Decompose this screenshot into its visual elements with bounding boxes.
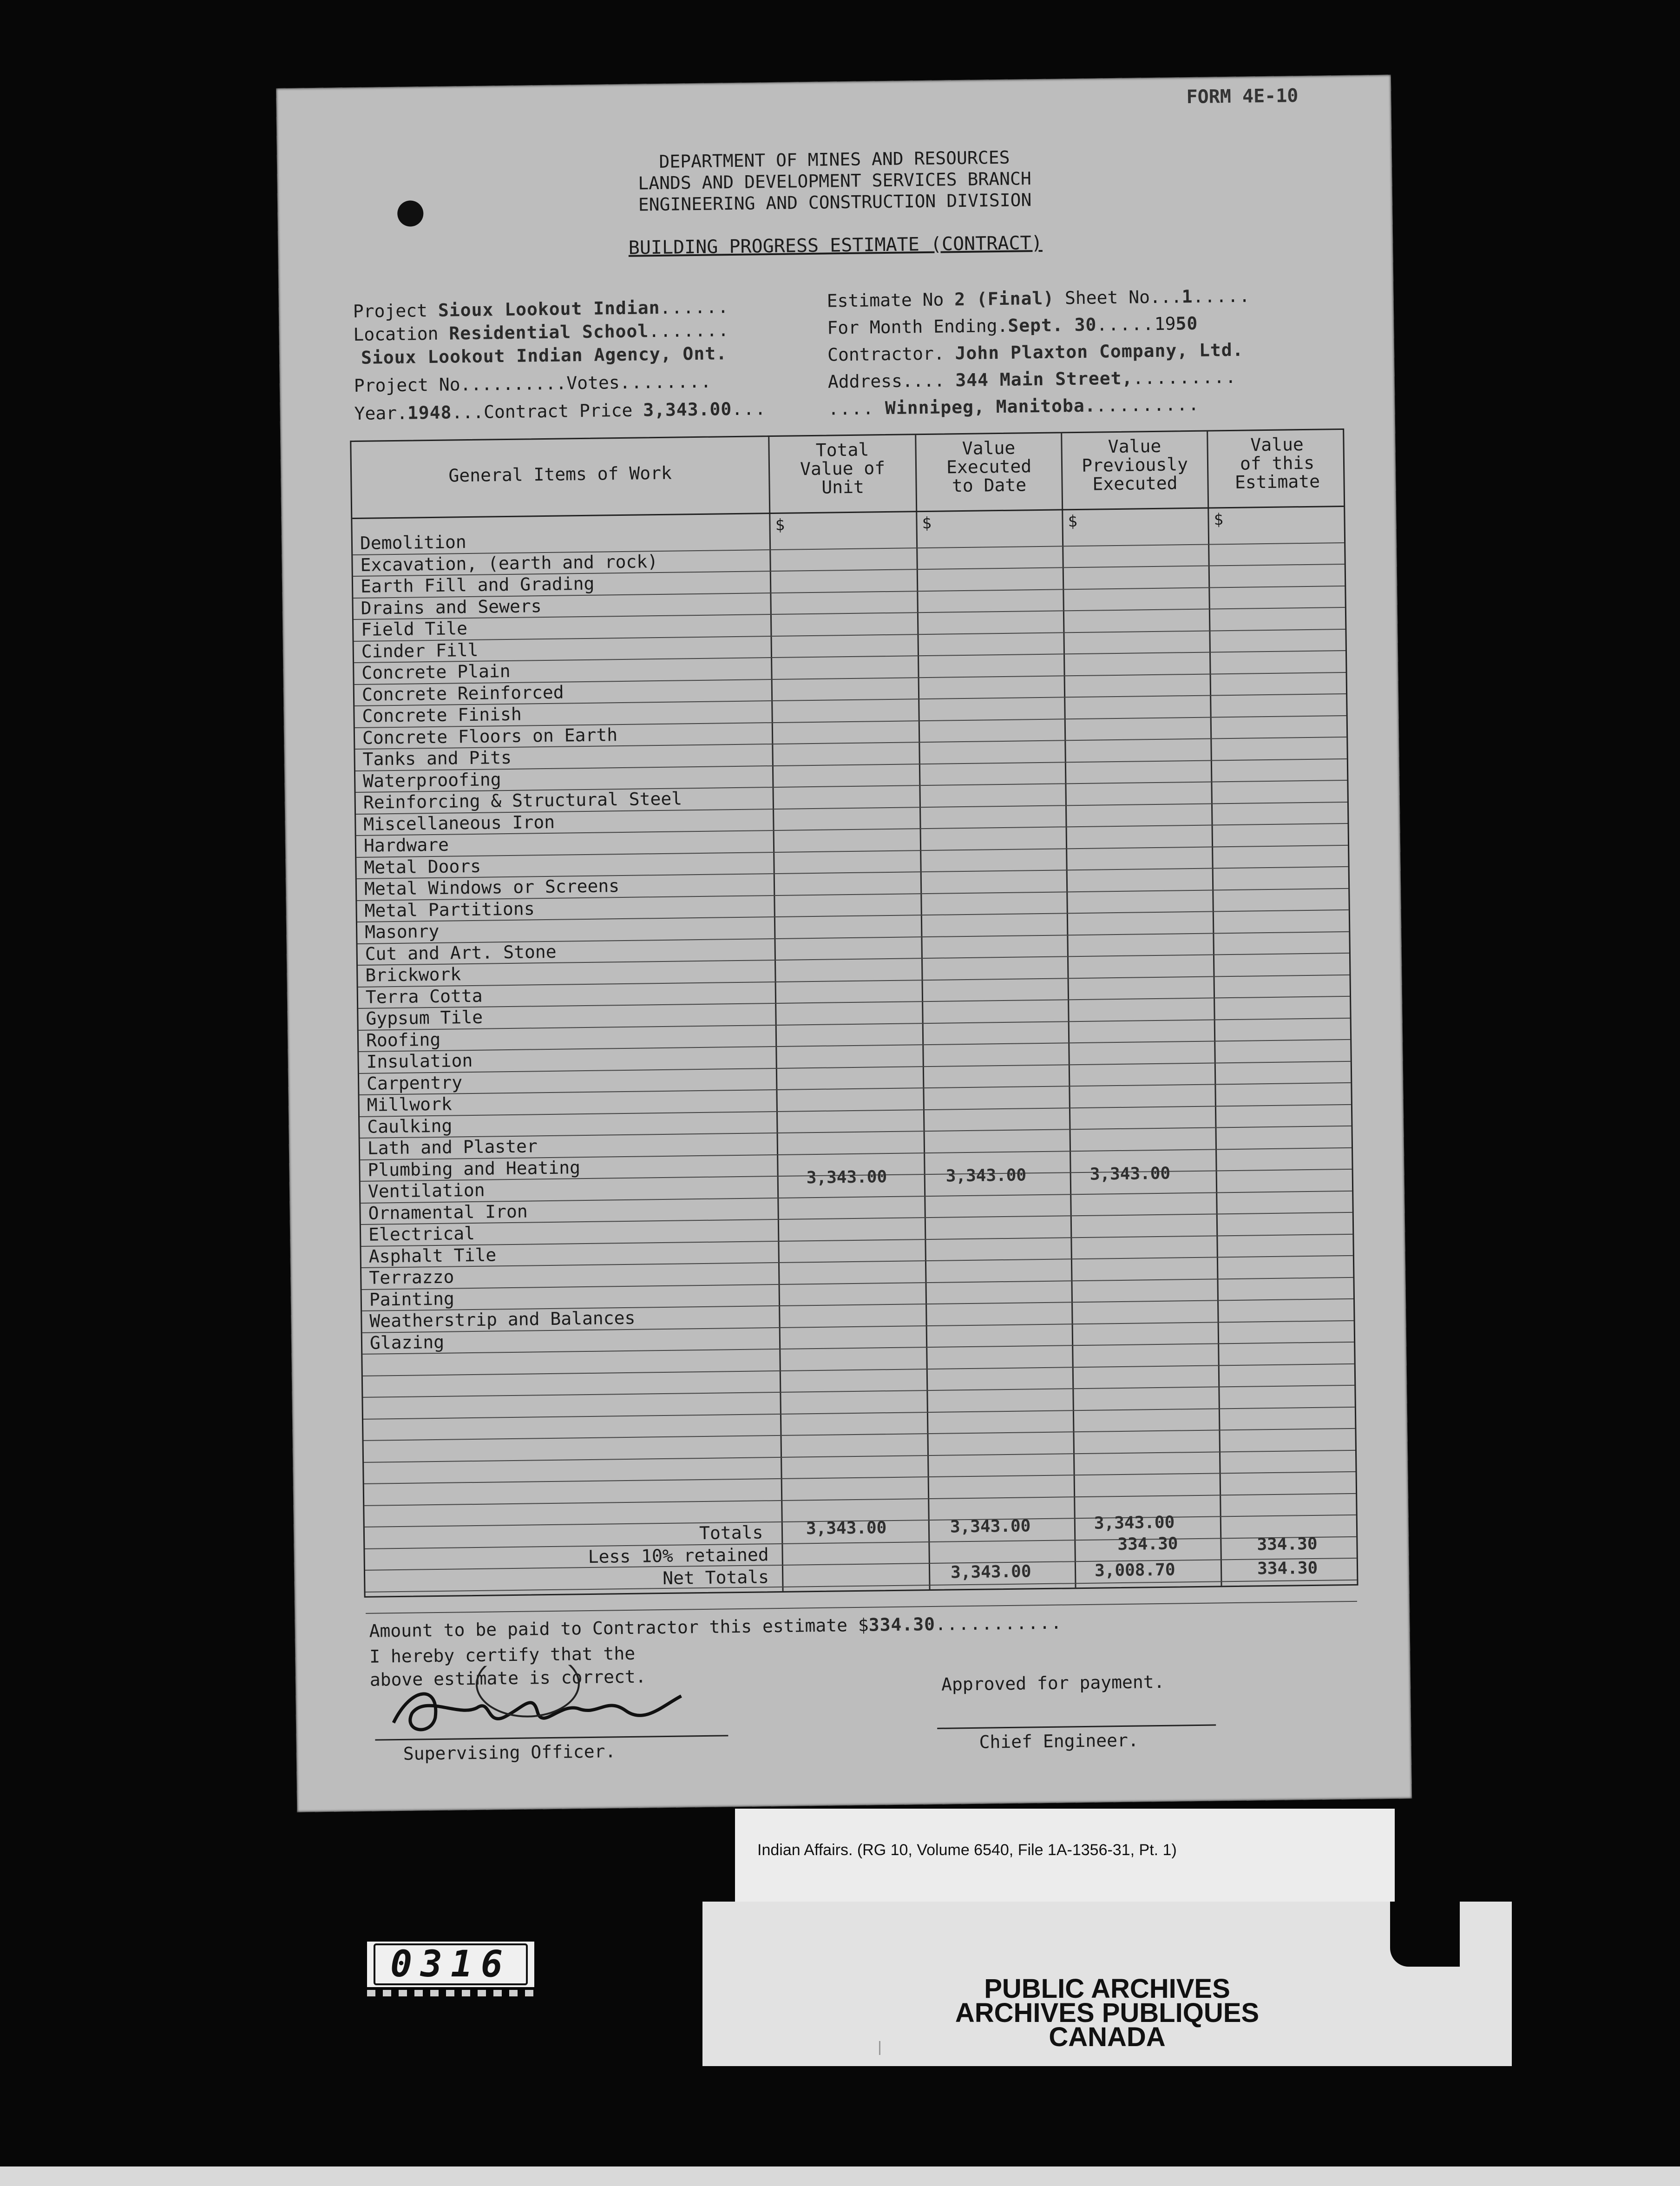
label-tick-mark: [879, 2041, 880, 2055]
total-executed-to-date: 3,343.00: [950, 1516, 1031, 1537]
retained-label: Less 10% retained: [588, 1544, 769, 1567]
totals-label: Totals: [699, 1522, 763, 1544]
currency-symbol: $: [1214, 510, 1224, 529]
work-item-label: Waterproofing: [362, 769, 501, 791]
work-item-label: Ornamental Iron: [368, 1201, 528, 1224]
row-rule: [364, 1471, 1356, 1484]
microfilm-frame-counter: [367, 1942, 534, 1987]
archive-reference-text: Indian Affairs. (RG 10, Volume 6540, File 1A-1356-31, Pt. 1): [757, 1841, 1177, 1859]
location-field-line-2: Sioux Lookout Indian Agency, Ont.: [361, 343, 728, 368]
row-rule: [362, 1277, 1353, 1290]
row-rule: [366, 1601, 1357, 1614]
plumbing-executed-value: 3,343.00: [945, 1165, 1027, 1186]
work-item-label: Millwork: [367, 1093, 453, 1115]
work-item-label: Concrete Reinforced: [361, 682, 564, 705]
year-field: Year.1948...Contract Price 3,343.00...: [354, 398, 767, 424]
chief-engineer-label: Chief Engineer.: [979, 1730, 1139, 1752]
form-title: BUILDING PROGRESS ESTIMATE (CONTRACT): [628, 232, 1043, 259]
address-field-line-2: .... Winnipeg, Manitoba..........: [828, 394, 1200, 419]
work-item-label: Hardware: [363, 834, 449, 856]
work-item-label: Concrete Floors on Earth: [362, 724, 618, 748]
retained-this-estimate: 334.30: [1257, 1534, 1318, 1554]
work-item-label: Plumbing and Heating: [368, 1157, 581, 1180]
row-rule: [364, 1450, 1355, 1463]
progress-estimate-form: [276, 75, 1412, 1812]
row-rule: [361, 1234, 1352, 1247]
row-rule: [364, 1428, 1355, 1441]
work-item-label: Metal Doors: [364, 856, 481, 878]
work-item-label: Caulking: [367, 1115, 453, 1137]
row-rule: [362, 1342, 1354, 1355]
net-this-estimate: 334.30: [1257, 1558, 1318, 1579]
work-item-label: Ventilation: [368, 1179, 485, 1202]
certify-line-2: above estimate is correct.: [369, 1666, 646, 1690]
address-field: Address.... 344 Main Street,.........: [827, 366, 1237, 392]
row-rule: [363, 1385, 1354, 1398]
work-item-label: Miscellaneous Iron: [363, 811, 555, 835]
column-divider: [915, 435, 930, 1589]
film-perforations: [367, 1990, 534, 1996]
net-previously-executed: 3,008.70: [1094, 1560, 1175, 1580]
column-header-previously: Value Previously Executed: [1081, 435, 1188, 494]
work-item-label: Carpentry: [366, 1072, 463, 1094]
public-archives-label: [702, 1902, 1512, 2066]
row-rule: [365, 1558, 1357, 1571]
column-divider: [1061, 433, 1076, 1587]
work-item-label: Terra Cotta: [365, 985, 483, 1007]
currency-symbol: $: [922, 514, 932, 533]
row-rule: [363, 1363, 1354, 1376]
row-rule: [361, 1255, 1353, 1268]
scanner-bottom-strip: [0, 2166, 1680, 2186]
currency-symbol: $: [775, 515, 785, 534]
project-field: Project Sioux Lookout Indian......: [353, 296, 729, 322]
work-item-label: Metal Windows or Screens: [364, 876, 620, 899]
division-header: ENGINEERING AND CONSTRUCTION DIVISION: [638, 190, 1032, 215]
month-ending-field: For Month Ending.Sept. 30.....1950: [827, 313, 1198, 338]
row-rule: [358, 996, 1350, 1009]
work-item-label: Glazing: [369, 1331, 445, 1353]
form-number: FORM 4E-10: [1186, 85, 1299, 108]
work-item-label: Cinder Fill: [361, 639, 479, 662]
column-divider: [1207, 432, 1222, 1586]
canada-text: CANADA: [1049, 2022, 1166, 2052]
row-rule: [363, 1407, 1355, 1420]
work-item-label: Field Tile: [361, 618, 468, 640]
currency-symbol: $: [1068, 512, 1078, 531]
work-item-label: Cut and Art. Stone: [365, 941, 557, 964]
supervising-officer-label: Supervising Officer.: [403, 1741, 616, 1764]
row-rule: [359, 1061, 1351, 1074]
retained-previously: 334.30: [1117, 1534, 1178, 1554]
work-item-label: Excavation, (earth and rock): [360, 551, 658, 575]
frame-number: 0316: [374, 1943, 528, 1985]
row-rule: [364, 1493, 1356, 1506]
branch-header: LANDS AND DEVELOPMENT SERVICES BRANCH: [638, 168, 1031, 194]
work-item-label: Insulation: [366, 1050, 473, 1072]
certify-line-1: I hereby certify that the: [369, 1643, 636, 1667]
work-item-label: Gypsum Tile: [366, 1007, 483, 1029]
net-executed-to-date: 3,343.00: [950, 1562, 1031, 1582]
approved-for-payment: Approved for payment.: [941, 1671, 1165, 1695]
column-header-total-value: Total Value of Unit: [800, 439, 886, 498]
row-rule: [358, 974, 1350, 988]
amount-to-be-paid: Amount to be paid to Contractor this estimate $334.30...........: [369, 1612, 1063, 1641]
work-item-label: Masonry: [364, 921, 440, 942]
row-rule: [359, 1018, 1350, 1031]
contractor-field: Contractor. John Plaxton Company, Ltd.: [827, 339, 1244, 365]
work-item-label: Demolition: [360, 532, 467, 553]
row-rule: [366, 1580, 1357, 1593]
net-totals-label: Net Totals: [662, 1567, 769, 1589]
work-item-label: Asphalt Tile: [368, 1244, 497, 1267]
handwritten-signature: [384, 1663, 710, 1742]
public-archives-text: PUBLIC ARCHIVES: [984, 1974, 1230, 2004]
work-item-label: Lath and Plaster: [367, 1136, 538, 1159]
work-item-label: Concrete Plain: [361, 660, 511, 683]
label-notch: [1390, 1902, 1460, 1967]
work-item-label: Tanks and Pits: [362, 747, 512, 770]
work-item-label: Roofing: [366, 1029, 441, 1051]
estimate-table: [350, 428, 1358, 1598]
row-rule: [359, 1082, 1351, 1095]
work-item-label: Reinforcing & Structural Steel: [363, 788, 682, 813]
row-rule: [359, 1039, 1350, 1052]
plumbing-previous-value: 3,343.00: [1089, 1164, 1171, 1184]
department-header: DEPARTMENT OF MINES AND RESOURCES: [659, 147, 1010, 172]
estimate-no-field: Estimate No 2 (Final) Sheet No...1.....: [827, 285, 1251, 311]
work-item-label: Terrazzo: [369, 1266, 454, 1288]
work-item-label: Weatherstrip and Balances: [369, 1307, 636, 1331]
header-rule: [352, 506, 1344, 519]
row-rule: [354, 629, 1345, 642]
work-item-label: Painting: [369, 1288, 455, 1310]
column-header-executed: Value Executed to Date: [946, 437, 1032, 496]
archives-publiques-text: ARCHIVES PUBLIQUES: [955, 1998, 1260, 2028]
work-item-label: Drains and Sewers: [361, 596, 542, 619]
total-value-of-unit: 3,343.00: [806, 1518, 887, 1539]
chief-engineer-signature-line: [937, 1725, 1216, 1729]
work-item-label: Concrete Finish: [362, 704, 522, 726]
column-header-this-estimate: Value of this Estimate: [1234, 434, 1320, 493]
row-rule: [365, 1536, 1356, 1549]
work-item-label: Metal Partitions: [364, 898, 535, 921]
row-rule: [360, 1104, 1351, 1117]
work-item-label: Electrical: [368, 1223, 475, 1245]
work-item-label: Brickwork: [365, 964, 461, 986]
project-no-field: Project No..........Votes........: [354, 371, 713, 396]
column-divider: [768, 437, 783, 1591]
total-previously-executed: 3,343.00: [1094, 1513, 1175, 1533]
work-item-label: Earth Fill and Grading: [360, 573, 595, 597]
column-header-items: General Items of Work: [448, 462, 672, 486]
plumbing-total-value: 3,343.00: [806, 1167, 887, 1188]
row-rule: [356, 845, 1348, 858]
location-field: Location Residential School.......: [353, 320, 730, 345]
